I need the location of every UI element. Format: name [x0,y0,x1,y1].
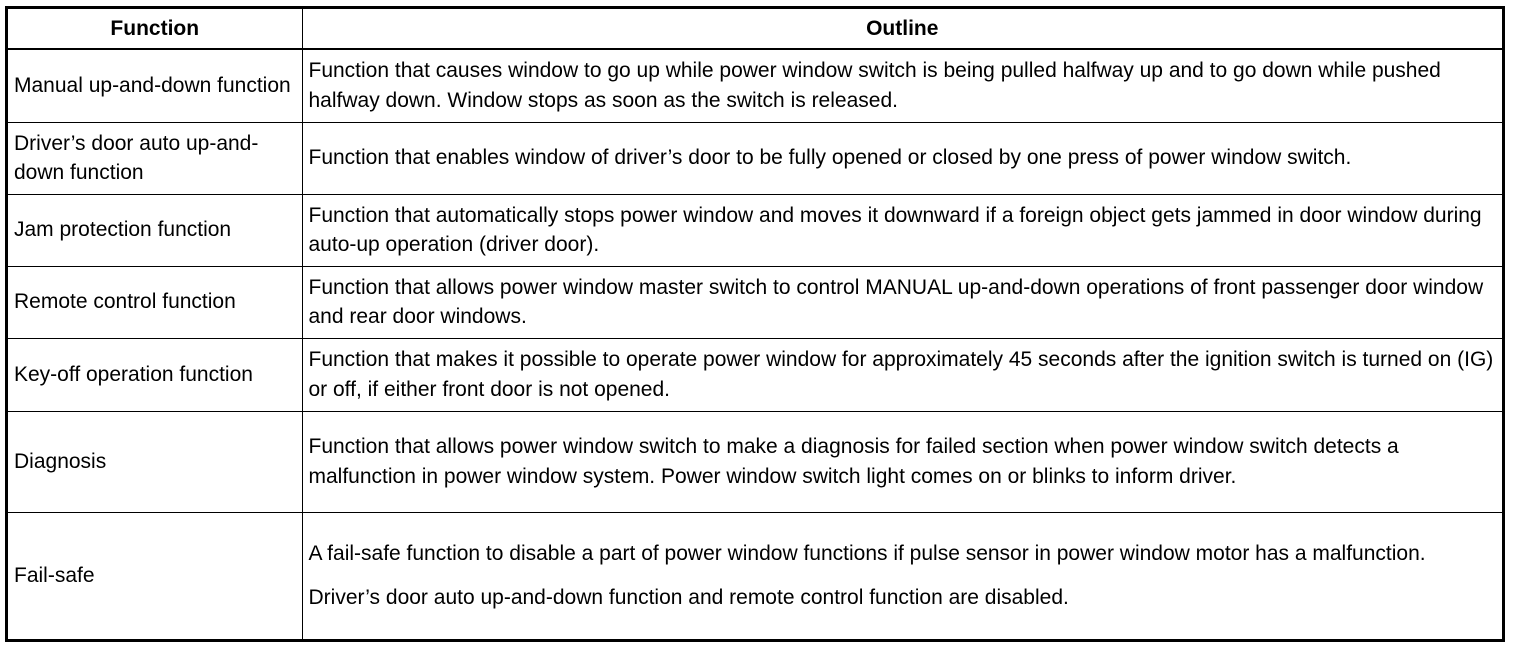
outline-cell [302,49,1502,122]
outline-text: Function that allows power window switch to make a diagnosis for failed section when power window switch detects a malfunction in power window system. Power window switch light comes on or blinks to inform driver. [308,435,1399,488]
outline-text: Function that automatically stops power window and moves it downward if a foreign object gets jammed in door window during auto-up operation (driver door). [308,203,1482,256]
table-row [8,49,1502,122]
table-row [8,512,1502,639]
table-header-row [8,9,1502,49]
outline-text: Function that enables window of driver’s door to be fully opened or closed by one press of power window switch. [308,146,1352,170]
outline-text: A fail-safe function to disable a part of power window functions if pulse sensor in power window motor has a malfunction. [308,542,1426,566]
paragraph-gap [309,569,1497,583]
function-outline-table-frame [5,6,1505,642]
header-function: Function [8,9,302,49]
outline-cell [302,411,1502,512]
function-cell: Diagnosis [8,411,302,512]
function-outline-table [8,9,1502,639]
function-cell: Jam protection function [8,194,302,266]
outline-cell [302,122,1502,194]
outline-cell [302,194,1502,266]
table-row [8,122,1502,194]
header-outline: Outline [302,9,1502,49]
outline-text: Function that causes window to go up while power window switch is being pulled halfway up and to go down while pushed halfway down. Window stops as soon as the switch is released. [308,59,1441,112]
table-row [8,411,1502,512]
outline-cell [302,338,1502,411]
outline-text: Function that makes it possible to operate power window for approximately 45 seconds after the ignition switch is turned on (IG) or off, if either front door is not opened. [308,348,1494,401]
table-row [8,194,1502,266]
table-row [8,266,1502,338]
table-row [8,338,1502,411]
function-cell: Fail-safe [8,512,302,639]
outline-text: Driver’s door auto up-and-down function and remote control function are disabled. [308,585,1069,609]
function-cell: Key-off operation function [8,338,302,411]
outline-cell [302,266,1502,338]
function-cell: Remote control function [8,266,302,338]
outline-cell [302,512,1502,639]
function-cell: Manual up-and-down function [8,49,302,122]
function-cell: Driver’s door auto up-and-down function [8,122,302,194]
outline-text: Function that allows power window master switch to control MANUAL up-and-down operations of front passenger door window and rear door windows. [308,275,1484,328]
